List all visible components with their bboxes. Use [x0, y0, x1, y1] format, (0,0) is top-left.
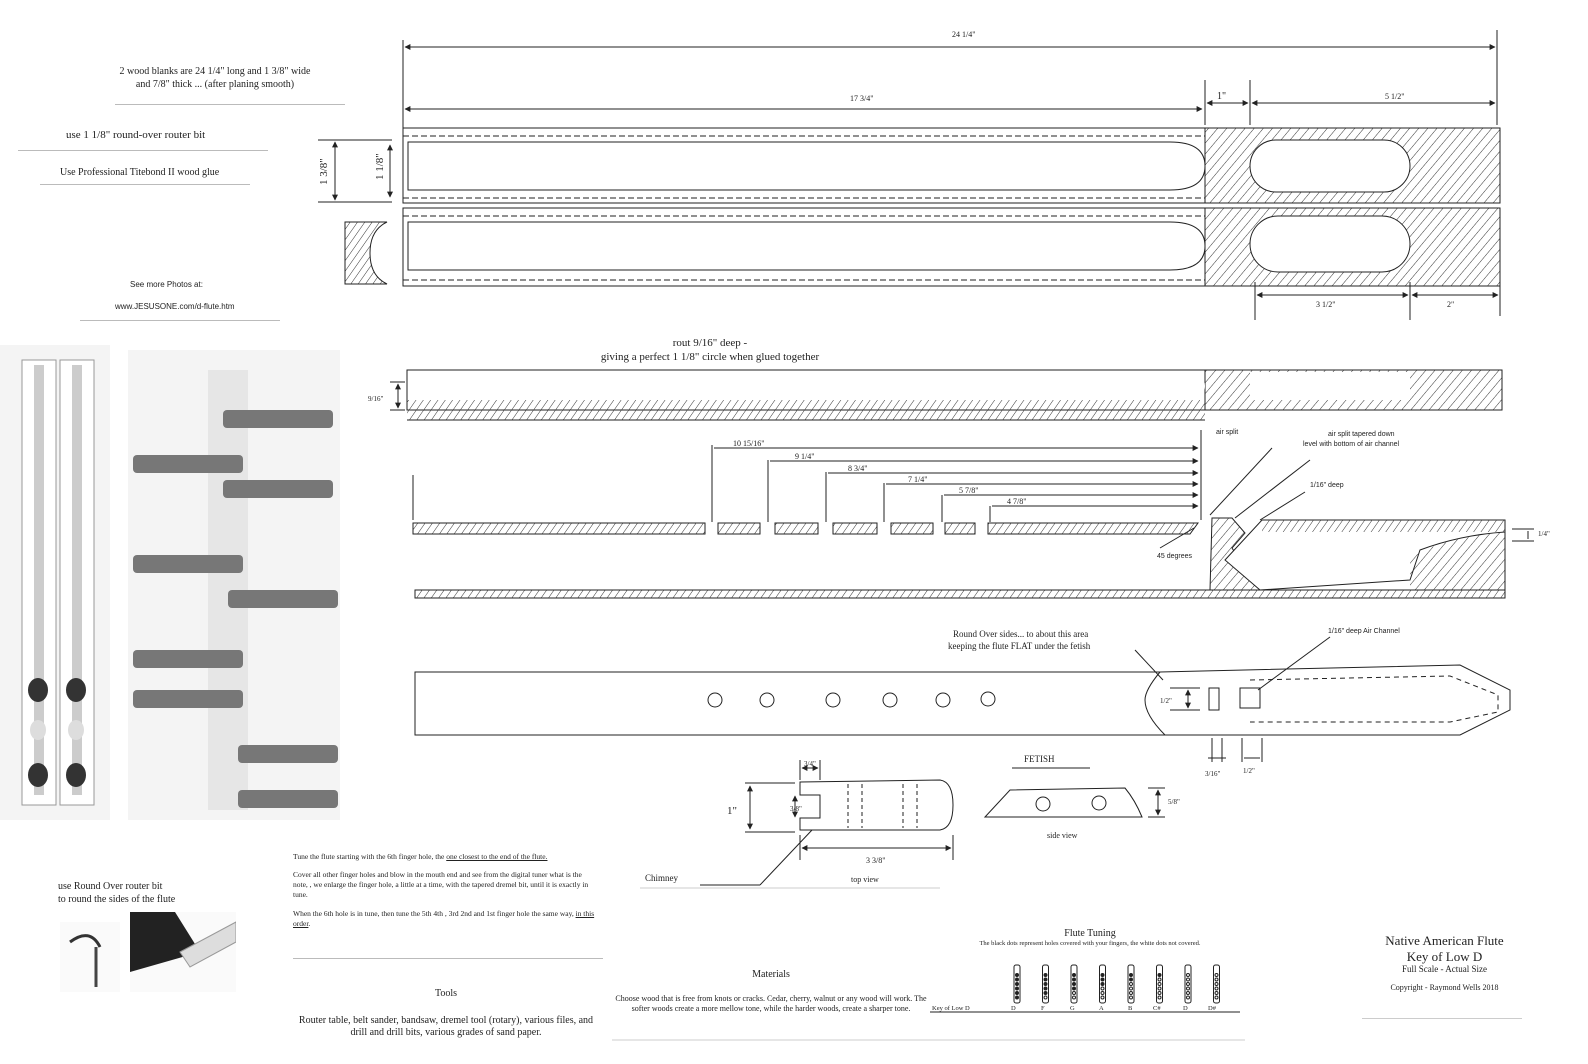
- fingering-chart: [930, 965, 1240, 1012]
- air-split-taper-label-2: level with bottom of air channel: [1303, 441, 1400, 448]
- tuning-step-2: Cover all other finger holes and blow in the mouth end and see from the digital tuner what is the note, , we enlarge the finger hole, a little at a time, with the tapered dremel bit, until it is exactly in tune.: [293, 870, 589, 900]
- half-inch-label-b: 1/2": [1243, 767, 1255, 775]
- angle-label: 45 degrees: [1157, 553, 1193, 560]
- air-channel-label: 1/16" deep Air Channel: [1328, 628, 1400, 635]
- slow-chamber-label: 5 1/2": [1385, 92, 1405, 101]
- finger-hole-2: [760, 693, 774, 707]
- inner-width-label: 1 1/8": [374, 153, 386, 180]
- blanks-note-line-2: and 7/8" thick ... (after planing smooth): [135, 78, 295, 90]
- materials-body: Choose wood that is free from knots or cracks. Cedar, cherry, walnut or any wood will work. The softer woods create a more mellow tone, while the harder woods, create a sharper tone.: [615, 993, 927, 1013]
- photos-link[interactable]: www.JESUSONE.com/d-flute.htm: [115, 302, 235, 311]
- outer-width-label: 1 3/8": [318, 158, 330, 185]
- rout-depth-label: 9/16": [368, 395, 384, 403]
- fingering-note: D: [1183, 1005, 1188, 1012]
- fingering-note: A: [1099, 1005, 1104, 1012]
- materials-title: Materials: [752, 969, 790, 980]
- section-length-dimensions: [405, 80, 1495, 125]
- chimney-label: Chimney: [645, 873, 678, 883]
- fetish-top-view: [700, 760, 953, 885]
- hole-dimension: 7 1/4": [908, 475, 928, 484]
- finger-hole-section: [413, 518, 1505, 598]
- tools-body: Router table, belt sander, bandsaw, dremel tool (rotary), various files, and drill and drill bits, various grades of sand paper.: [298, 1014, 594, 1038]
- fetish-lip-label: 3/4": [804, 760, 816, 768]
- channel-depth-label: 1/16" deep: [1310, 482, 1344, 489]
- finger-holes: [708, 692, 995, 707]
- air-split-label: air split: [1216, 429, 1239, 436]
- fingering-flute-icon: [1214, 965, 1220, 1003]
- flute-tuning-title: Flute Tuning: [1064, 928, 1116, 939]
- fetish-height-label: 5/8": [1168, 798, 1180, 806]
- hole-dimension: 8 3/4": [848, 464, 868, 473]
- quarter-inch-label: 1/4": [1538, 530, 1550, 538]
- tuning-step-3-text: When the 6th hole is in tune, then tune the 5th 4th , 3rd 2nd and 1st finger hole the same way,: [293, 908, 576, 918]
- overall-length-dimension: [403, 30, 1497, 130]
- title-line-2: Key of Low D: [1406, 948, 1483, 964]
- chamber-end-label: 2": [1447, 300, 1455, 309]
- fingering-flute-icon: [1014, 965, 1020, 1003]
- roundover-note-line-2: to round the sides of the flute: [58, 893, 176, 905]
- fingering-flute-icon: [1071, 965, 1077, 1003]
- flute-top-view: [415, 665, 1510, 735]
- photos-label: See more Photos at:: [130, 280, 203, 289]
- fingering-flute-icon: [1100, 965, 1106, 1003]
- fingering-flute-icon: [1157, 965, 1163, 1003]
- fetish-length-label: 3 3/8": [866, 856, 886, 865]
- top-view-label: top view: [851, 875, 879, 884]
- plug-length-label: 1": [1217, 91, 1227, 102]
- key-label: Key of Low D: [932, 1005, 970, 1012]
- chimney-width-label: 3/8": [790, 805, 802, 813]
- title-line-3: Full Scale - Actual Size: [1402, 964, 1487, 975]
- hole-dimension: 10 15/16": [733, 439, 765, 448]
- fingering-note: G: [1070, 1005, 1075, 1012]
- bore-length-label: 17 3/4": [850, 94, 874, 103]
- side-view-label: side view: [1047, 831, 1078, 840]
- tuning-step-1-underlined: one closest to the end of the flute.: [446, 852, 548, 861]
- rout-note-line-2: giving a perfect 1 1/8" circle when glued together: [600, 350, 820, 363]
- fingering-flute-icon: [1128, 965, 1134, 1003]
- fingering-flute-icon: [1043, 965, 1049, 1003]
- fingering-note: D: [1011, 1005, 1016, 1012]
- roundover-sides-label-2: keeping the flute FLAT under the fetish: [948, 641, 1091, 651]
- copyright: Copyright - Raymond Wells 2018: [1390, 982, 1499, 992]
- hole-dimension: 5 7/8": [959, 486, 979, 495]
- tuning-step-3-end: .: [308, 918, 311, 928]
- section-separators: [612, 888, 1245, 1040]
- glue-note: Use Professional Titebond II wood glue: [60, 167, 220, 178]
- fingering-note: D#: [1208, 1005, 1216, 1012]
- half-inch-label: 1/2": [1160, 697, 1172, 705]
- finger-hole-6: [981, 692, 995, 706]
- hole-dimension: 4 7/8": [1007, 497, 1027, 506]
- fetish-side-view: [985, 768, 1165, 817]
- tools-title: Tools: [434, 988, 458, 999]
- blank-2: [403, 208, 1500, 286]
- fingering-note: C#: [1153, 1005, 1161, 1012]
- fingering-flute-icon: [1185, 965, 1191, 1003]
- router-bit-note: use 1 1/8" round-over router bit: [66, 129, 206, 141]
- tuning-step-1-text: Tune the flute starting with the 6th finger hole, the: [293, 852, 447, 861]
- flute-tuning-subtitle: The black dots represent holes covered with your fingers, the white dots not covered.: [979, 940, 1201, 947]
- fetish-label: FETISH: [1024, 754, 1055, 764]
- rout-depth-dimension: [390, 382, 405, 410]
- finger-hole-1: [708, 693, 722, 707]
- fetish-width-label: 1": [727, 805, 737, 817]
- air-split-taper-label-1: air split tapered down: [1328, 431, 1395, 438]
- roundover-note-line-1: use Round Over router bit: [58, 881, 163, 892]
- finger-hole-5: [936, 693, 950, 707]
- three-sixteenths-label: 3/16": [1205, 770, 1221, 778]
- routed-blank-section: [407, 370, 1502, 420]
- rout-note-line-1: rout 9/16" deep -: [672, 337, 748, 349]
- end-profile: [345, 222, 387, 284]
- chamber-length-label: 3 1/2": [1316, 300, 1336, 309]
- finger-hole-4: [883, 693, 897, 707]
- blanks-note-line-1: 2 wood blanks are 24 1/4" long and 1 3/8" wide: [119, 66, 311, 77]
- finger-hole-3: [826, 693, 840, 707]
- roundover-sides-label-1: Round Over sides... to about this area: [953, 629, 1089, 639]
- chamber-dimensions: [1255, 282, 1500, 320]
- blank-1: [403, 128, 1500, 203]
- fingering-note: B: [1128, 1005, 1133, 1012]
- fingering-note: F: [1041, 1005, 1045, 1012]
- title-line-1: Native American Flute: [1385, 933, 1504, 948]
- overall-length-label: 24 1/4": [952, 30, 976, 39]
- hole-dimension: 9 1/4": [795, 452, 815, 461]
- hole-dimension-lines: [413, 430, 1201, 522]
- tuning-step-3-underlined: in this order: [293, 908, 595, 928]
